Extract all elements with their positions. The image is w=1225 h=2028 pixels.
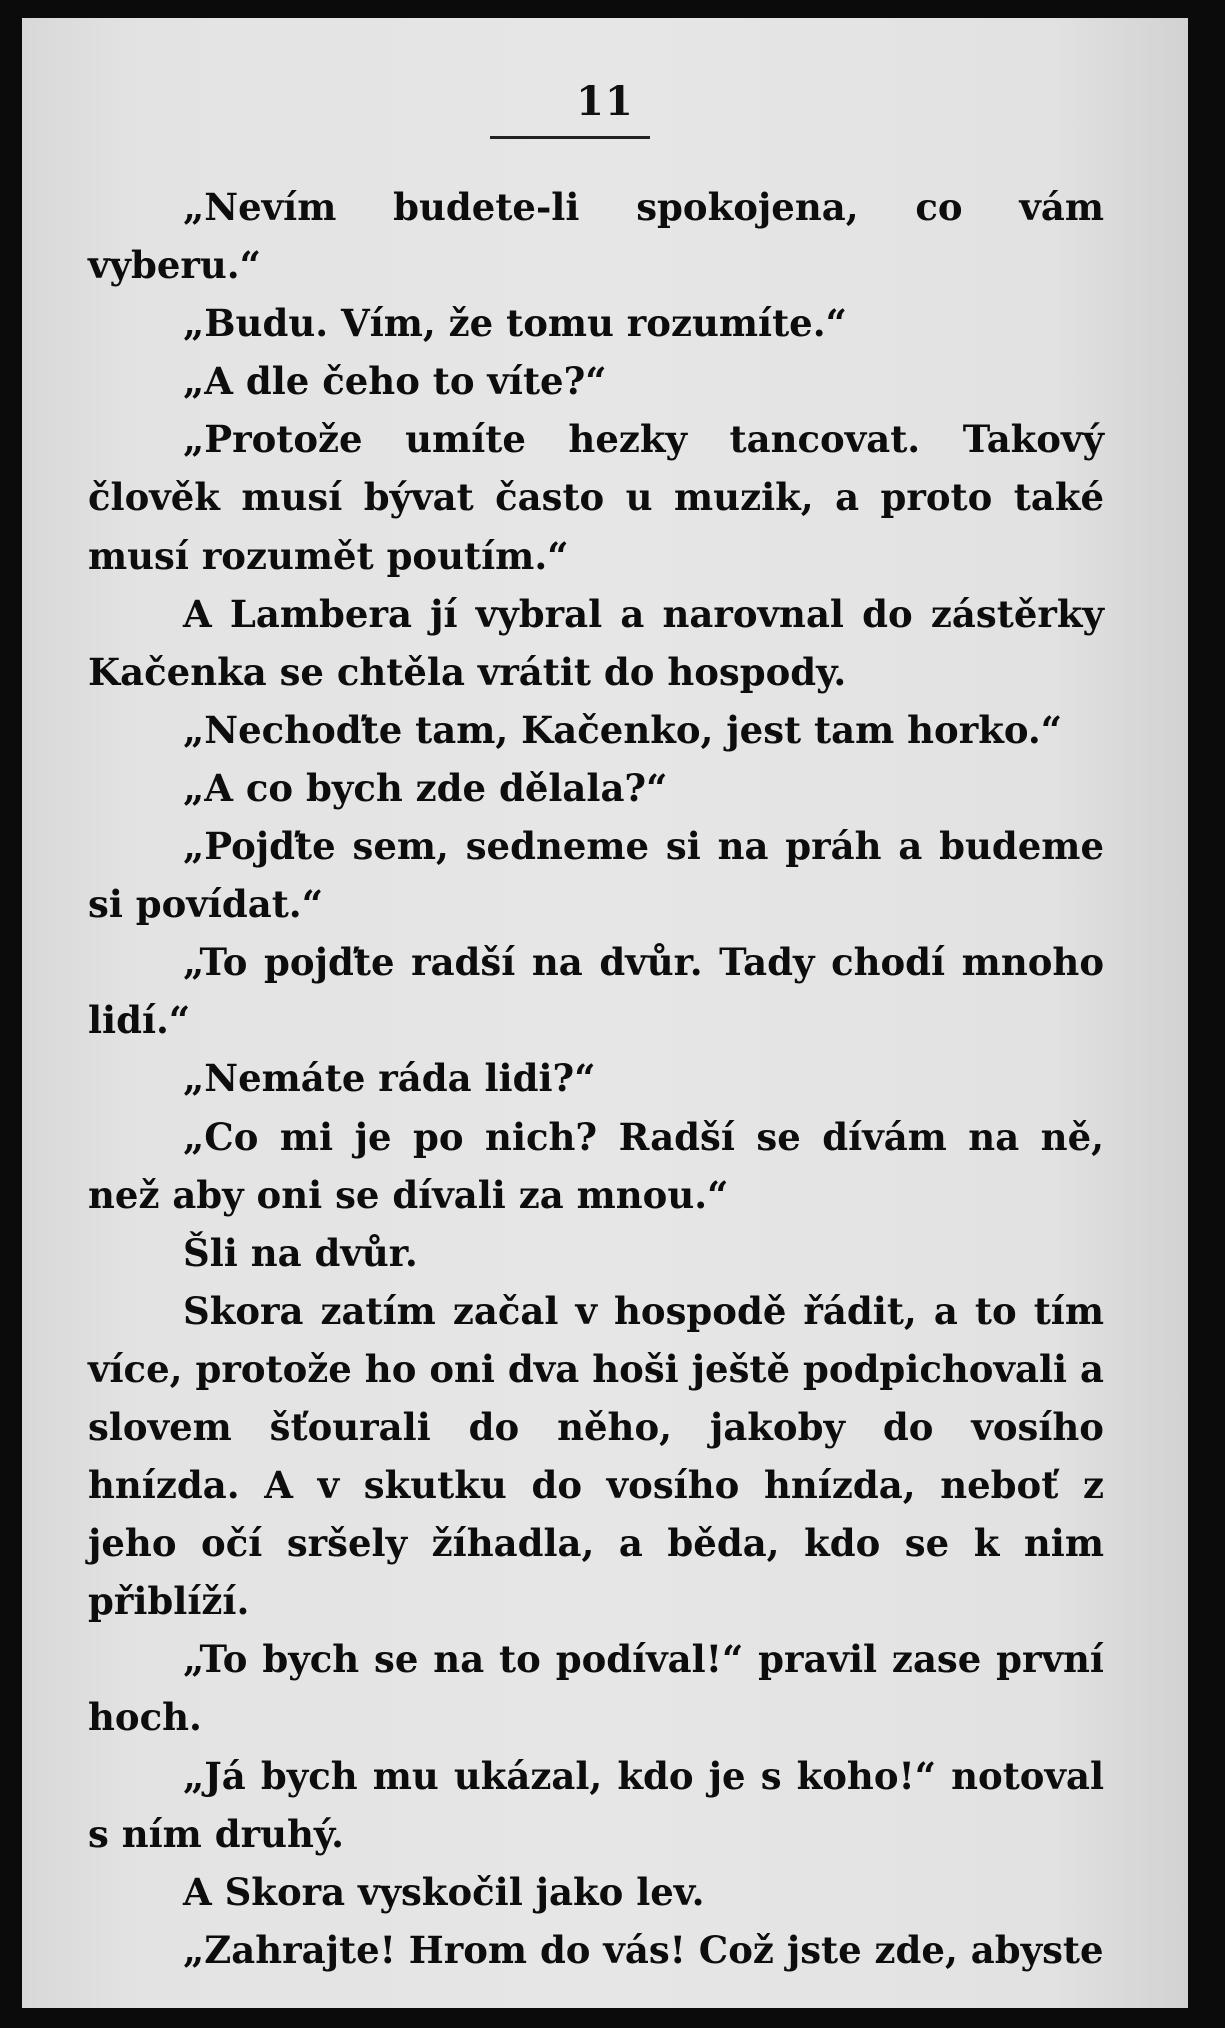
paragraph: „Zahrajte! Hrom do vás! Což jste zde, abyste <box>183 1927 1104 1972</box>
page-number-rule <box>490 136 650 139</box>
paragraph: „To pojďte radší na dvůr. Tady chodí mnoho lidí.“ <box>88 940 1104 1043</box>
paragraph: „To bych se na to podíval!“ pravil zase první hoch. <box>88 1637 1104 1740</box>
paragraph: „Pojďte sem, sedneme si na práh a budeme si povídat.“ <box>88 824 1104 927</box>
body-text <box>88 178 1104 1979</box>
paragraph: „Já bych mu ukázal, kdo je s koho!“ notoval s ním druhý. <box>88 1753 1104 1856</box>
book-page <box>22 18 1188 2008</box>
page-number: 11 <box>576 78 634 125</box>
paragraph: Šli na dvůr. <box>183 1230 418 1275</box>
paragraph: „Nemáte ráda lidi?“ <box>183 1056 596 1101</box>
paragraph: A Lambera jí vybral a narovnal do zástěrky Kačenka se chtěla vrátit do hospody. <box>88 591 1104 694</box>
paragraph: „A dle čeho to víte?“ <box>183 359 607 404</box>
paragraph: „A co bych zde dělala?“ <box>183 765 668 810</box>
paragraph: „Nechoďte tam, Kačenko, jest tam horko.“ <box>183 707 1063 752</box>
paragraph: „Co mi je po nich? Radší se dívám na ně, než aby oni se dívali za mnou.“ <box>88 1114 1104 1217</box>
paragraph: Skora zatím začal v hospodě řádit, a to tím více, protože ho oni dva hoši ještě podpichovali a slovem šťourali do něho, jakoby do vosího hnízda. A v skutku do vosího hnízda, neboť z jeho očí sršely žíhadla, a běda, kdo se k nim přiblíží. <box>88 1288 1104 1624</box>
paragraph: A Skora vyskočil jako lev. <box>183 1869 705 1914</box>
paragraph: „Nevím budete-li spokojena, co vám vyberu.“ <box>88 185 1104 288</box>
paragraph: „Budu. Vím, že tomu rozumíte.“ <box>183 301 847 346</box>
paragraph: „Protože umíte hezky tancovat. Takový člověk musí bývat často u muzik, a proto také musí rozumět poutím.“ <box>88 417 1104 578</box>
